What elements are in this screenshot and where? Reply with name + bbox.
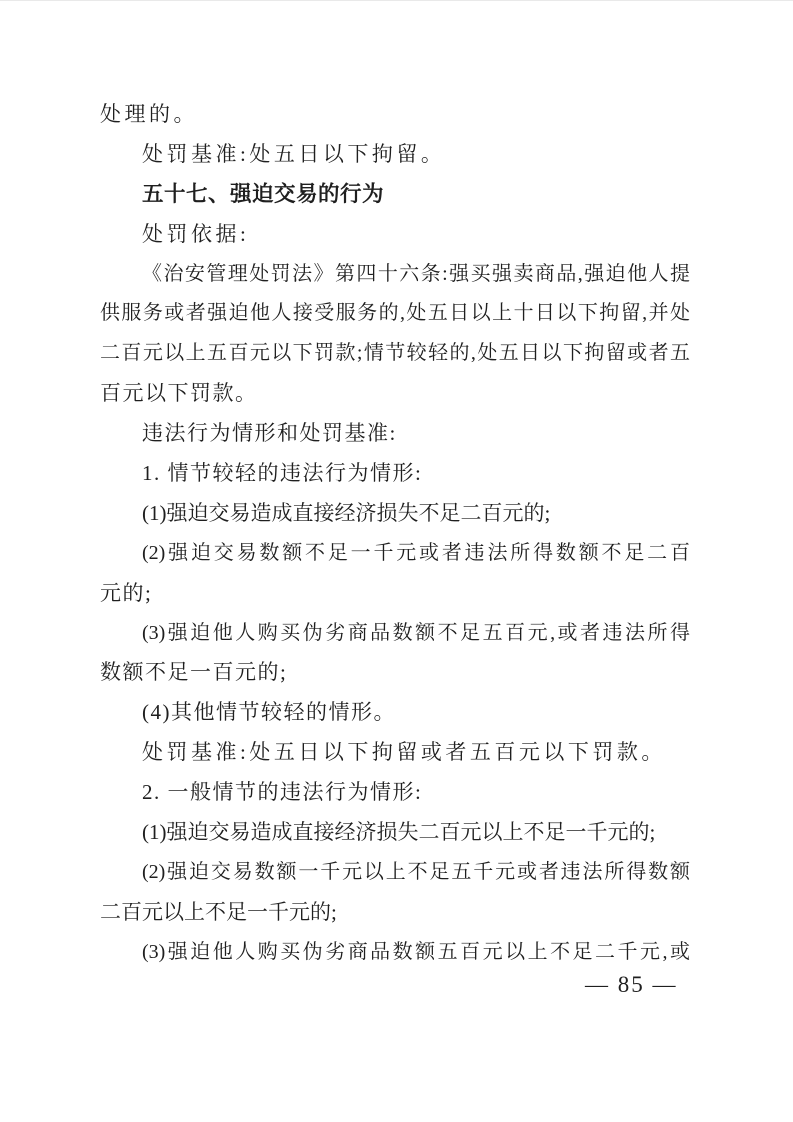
text-line: (2)强迫交易数额一千元以上不足五千元或者违法所得数额 (142, 860, 690, 883)
page-number: — 85 — (585, 972, 678, 997)
section-heading: 五十七、强迫交易的行为 (142, 181, 385, 206)
text-line: 违法行为情形和处罚基准: (142, 421, 397, 446)
text-line: 处罚依据: (142, 221, 250, 246)
text-line: 百元以下罚款。 (100, 381, 258, 406)
text-line: 二百元以上五百元以下罚款;情节较轻的,处五日以下拘留或者五 (100, 342, 690, 365)
text-line: 元的; (100, 580, 153, 605)
text-line: 1. 情节较轻的违法行为情形: (142, 461, 423, 486)
text-line: (3)强迫他人购买伪劣商品数额五百元以上不足二千元,或 (142, 940, 690, 963)
text-line: 二百元以上不足一千元的; (100, 899, 337, 924)
text-line: 数额不足一百元的; (100, 660, 288, 685)
text-line: (1)强迫交易造成直接经济损失二百元以上不足一千元的; (142, 820, 656, 845)
text-line: 《治安管理处罚法》第四十六条:强买强卖商品,强迫他人提 (142, 262, 690, 285)
text-line: 处理的。 (100, 102, 198, 126)
text-block (100, 95, 690, 973)
text-line: (2)强迫交易数额不足一千元或者违法所得数额不足二百 (142, 541, 690, 564)
text-line: 2. 一般情节的违法行为情形: (142, 780, 423, 805)
text-line: (3)强迫他人购买伪劣商品数额不足五百元,或者违法所得 (142, 621, 690, 644)
text-line: (4)其他情节较轻的情形。 (142, 700, 396, 725)
text-line: (1)强迫交易造成直接经济损失不足二百元的; (142, 500, 551, 525)
page-top-edge (0, 0, 793, 1)
text-line: 处罚基准:处五日以下拘留。 (142, 141, 446, 166)
text-line: 供服务或者强迫他人接受服务的,处五日以上十日以下拘留,并处 (100, 302, 690, 325)
text-line: 处罚基准:处五日以下拘留或者五百元以下罚款。 (142, 740, 666, 765)
